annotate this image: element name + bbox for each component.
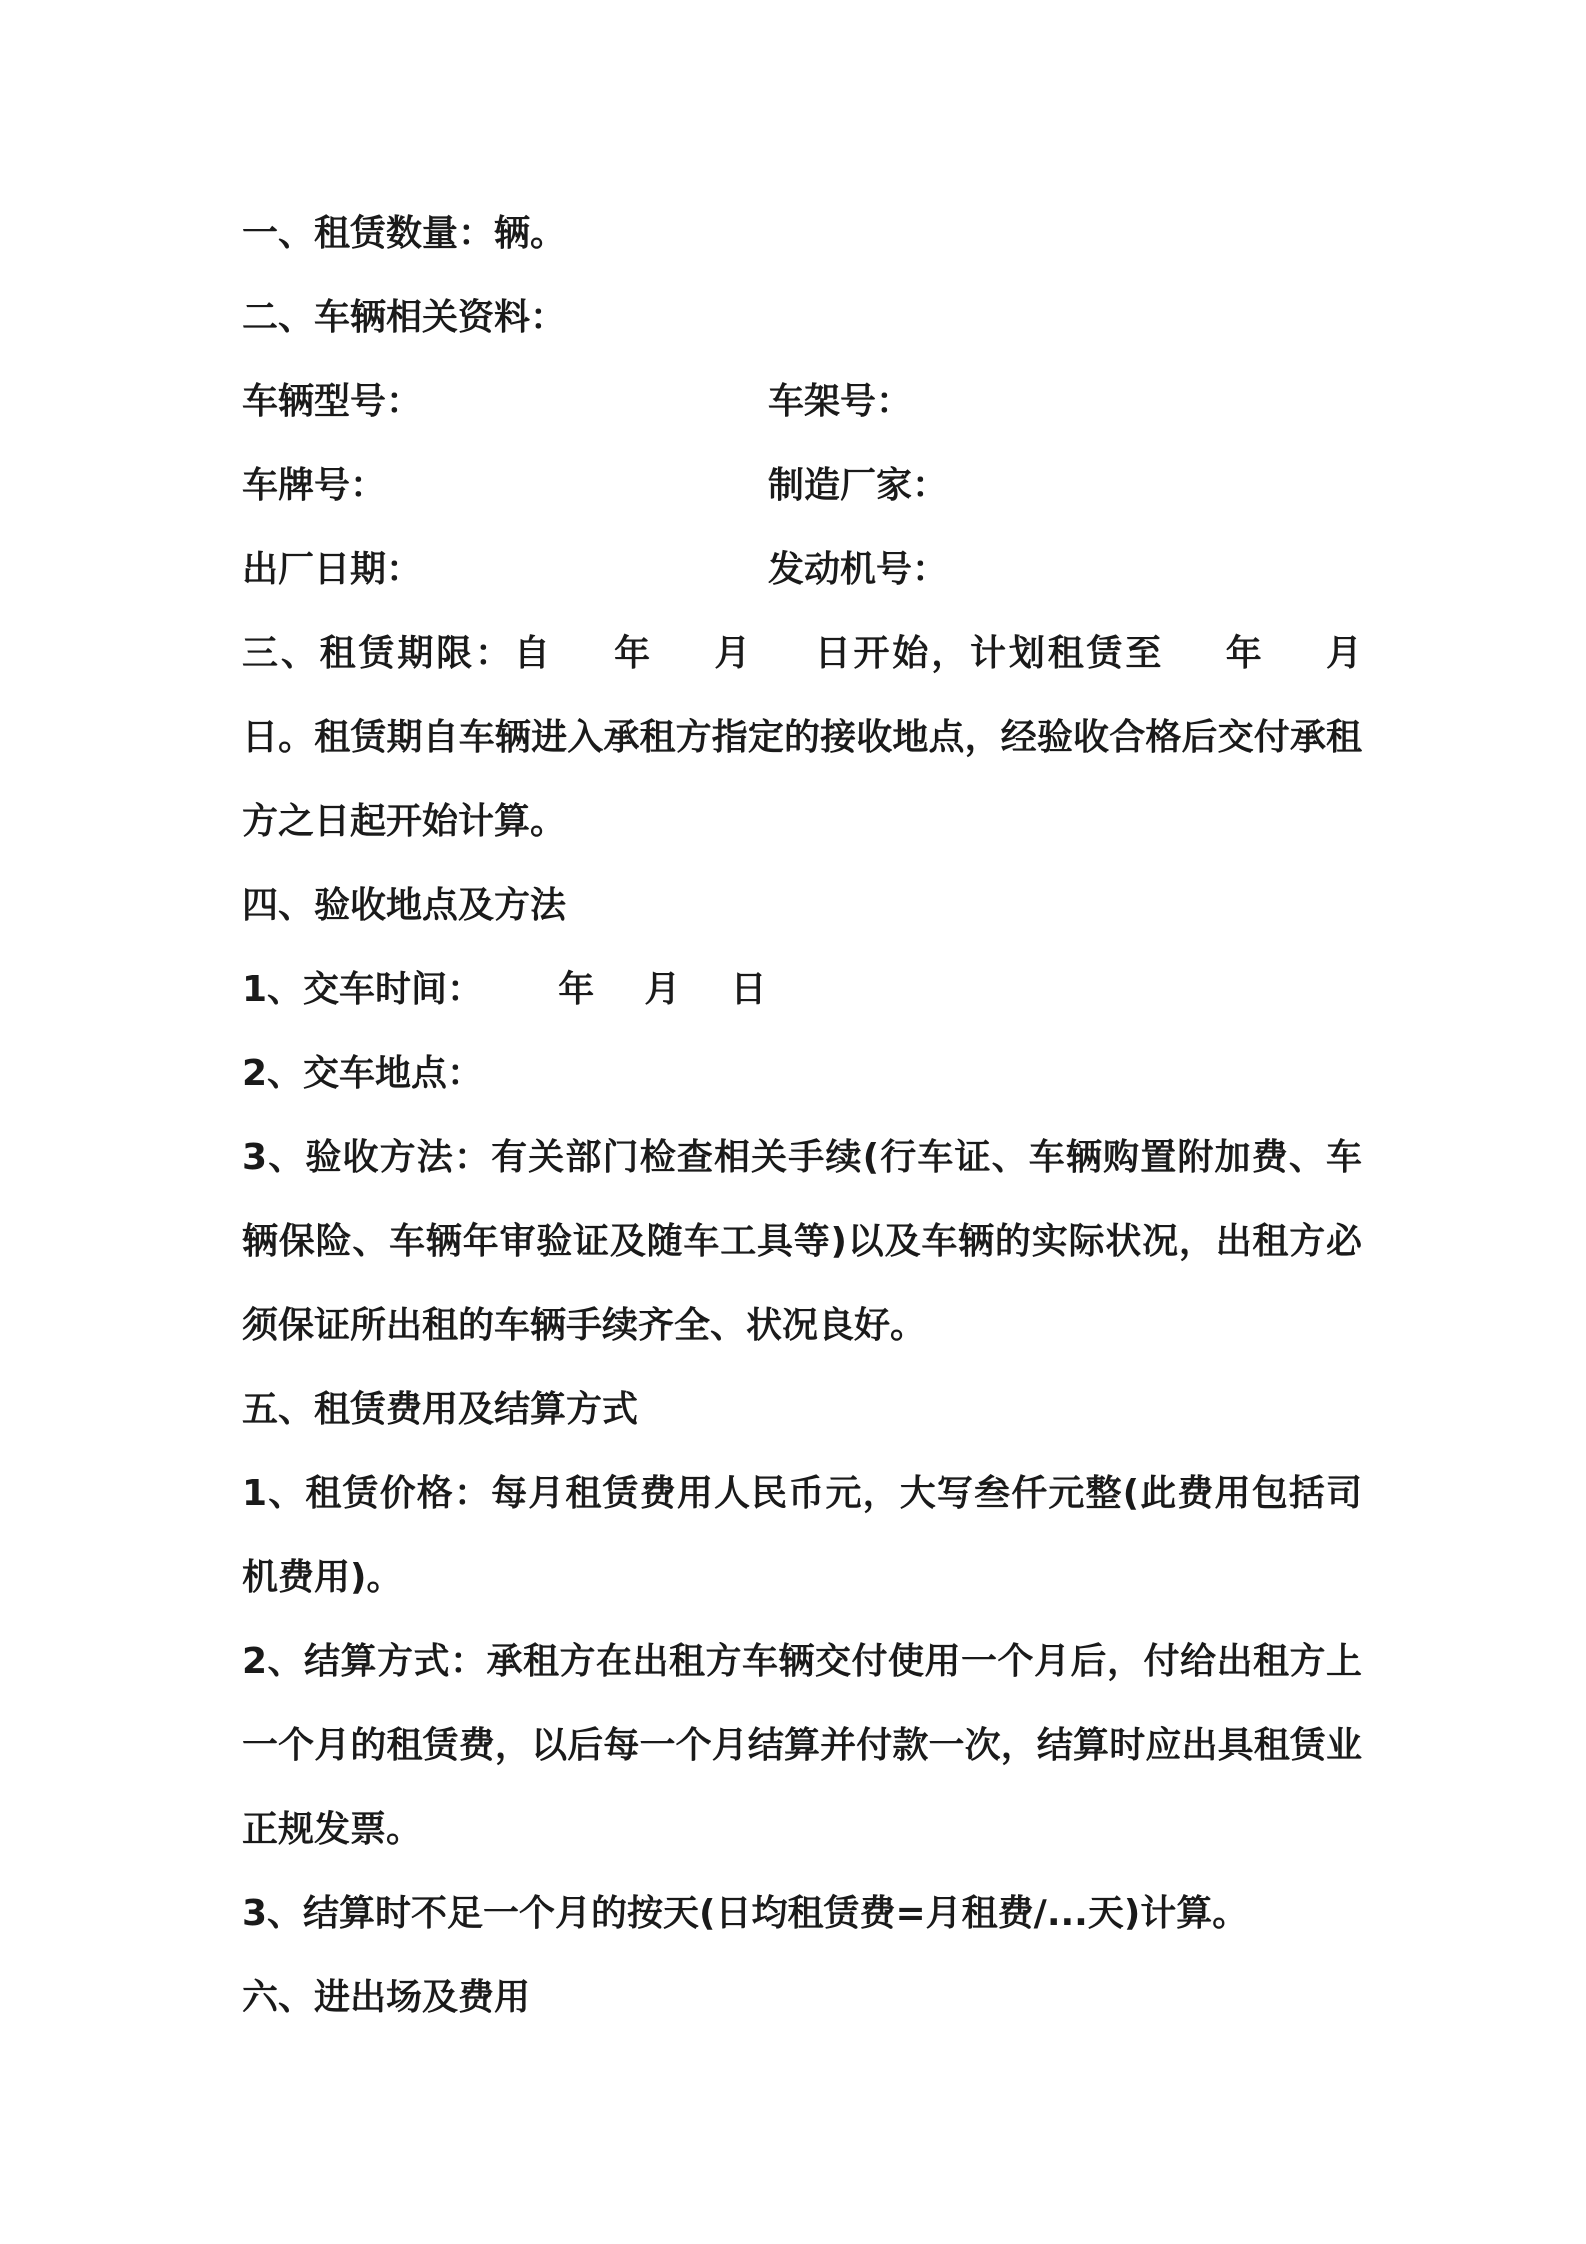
vehicle-model-label: 车辆型号： [242, 381, 423, 422]
delivery-location: 2、交车地点： [242, 1053, 484, 1094]
partial-month-rule: 3、结算时不足一个月的按天(日均租赁费=月租费/...天)计算。 [242, 1893, 1249, 1934]
acceptance-heading: 四、验收地点及方法 [242, 885, 567, 926]
vehicle-info-heading: 二、车辆相关资料： [242, 297, 567, 338]
fees-heading: 五、租赁费用及结算方式 [242, 1389, 639, 1430]
delivery-time: 1、交车时间： 年 月 日 [242, 969, 767, 1010]
vehicle-field-row [242, 360, 1362, 444]
production-date-label: 出厂日期： [242, 549, 423, 590]
settlement-method-paragraph: 2、结算方式：承租方在出租方车辆交付使用一个月后，付给出租方上一个月的租赁费，以后每一个月结算并付款一次，结算时应出具租赁业正规发票。 [242, 1641, 1362, 1850]
vehicle-field-row [242, 444, 1362, 528]
vehicle-field-row [242, 528, 1362, 612]
entry-exit-heading: 六、进出场及费用 [242, 1977, 531, 2018]
rental-price-paragraph: 1、租赁价格：每月租赁费用人民币元，大写叁仟元整(此费用包括司机费用)。 [242, 1473, 1362, 1598]
plate-number-label: 车牌号： [242, 465, 387, 506]
engine-number-label: 发动机号： [768, 549, 949, 590]
document-page [242, 192, 1413, 2040]
manufacturer-label: 制造厂家： [768, 465, 949, 506]
rental-quantity: 一、租赁数量：辆。 [242, 213, 567, 254]
frame-number-label: 车架号： [768, 381, 913, 422]
rental-term-paragraph: 三、租赁期限：自 年 月 日开始，计划租赁至 年 月 日。租赁期自车辆进入承租方指定的接收地点，经验收合格后交付承租方之日起开始计算。 [242, 633, 1413, 842]
acceptance-method-paragraph: 3、验收方法：有关部门检查相关手续(行车证、车辆购置附加费、车辆保险、车辆年审验证及随车工具等)以及车辆的实际状况，出租方必须保证所出租的车辆手续齐全、状况良好。 [242, 1137, 1362, 1346]
